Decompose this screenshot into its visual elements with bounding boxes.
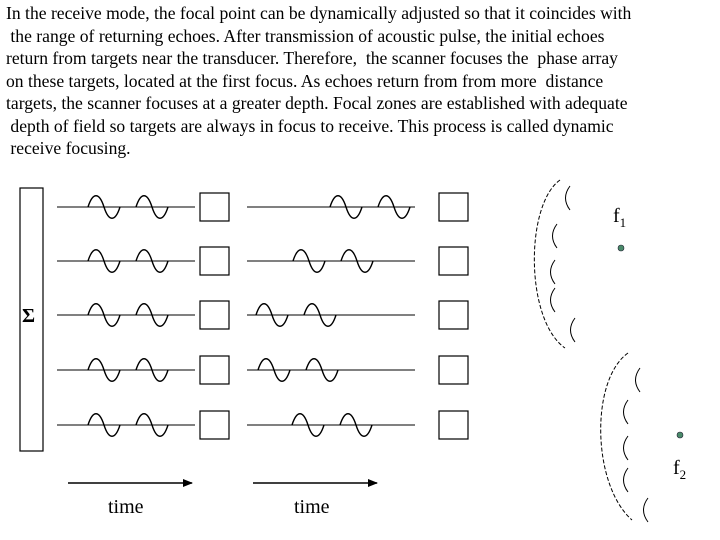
wavefront-segment [624,468,629,492]
paragraph-line: In the receive mode, the focal point can be dynamically adjusted so that it coincides with [6,3,632,23]
wavefront-segment [551,288,556,312]
focus-2-subscript: 2 [679,467,687,482]
wavefront-segment [644,498,649,522]
focus-2-label [673,457,686,482]
wavefront-segment [624,436,629,460]
delay-element [200,247,229,275]
wavefront-segment [553,224,558,248]
output-element [439,356,468,384]
paragraph-line: targets, the scanner focuses at a greater depth. Focal zones are established with adequate [6,93,628,113]
delay-element [200,301,229,329]
delay-element [200,193,229,221]
paragraph-line: receive focusing. [6,138,131,158]
wavefront-segment [636,368,641,392]
focus-1-wavefront [534,180,575,348]
paragraph-line: on these targets, located at the first focus. As echoes return from from more distance [6,70,604,91]
focus-1-subscript: 1 [619,215,627,230]
output-element [439,411,468,439]
paragraph-line: depth of field so targets are always in focus to receive. This process is called dynamic [6,115,614,136]
focus-1-label [613,205,626,230]
output-element [439,247,468,275]
sum-symbol: Σ [22,305,36,327]
output-element [439,193,468,221]
focal-point-2 [677,432,683,438]
focal-point-1 [618,245,624,251]
channel-group [57,193,468,439]
focus-1-letter: f [613,205,620,227]
wavefront-segment [551,260,556,284]
time-label-left: time [108,496,144,518]
delay-element [200,356,229,384]
time-label-right: time [294,496,330,518]
paragraph-line: the range of returning echoes. After transmission of acoustic pulse, the initial echoes [6,25,605,46]
wavefront-segment [566,186,571,210]
focus-2-wavefront [601,353,648,522]
focus-2-letter: f [673,457,680,479]
output-element [439,301,468,329]
wavefront-segment [571,318,576,342]
paragraph-line: return from targets near the transducer. Therefore, the scanner focuses the phase array [6,48,618,68]
wavefront-segment [624,400,629,424]
wavefront-arc [534,180,565,348]
delay-element [200,411,229,439]
